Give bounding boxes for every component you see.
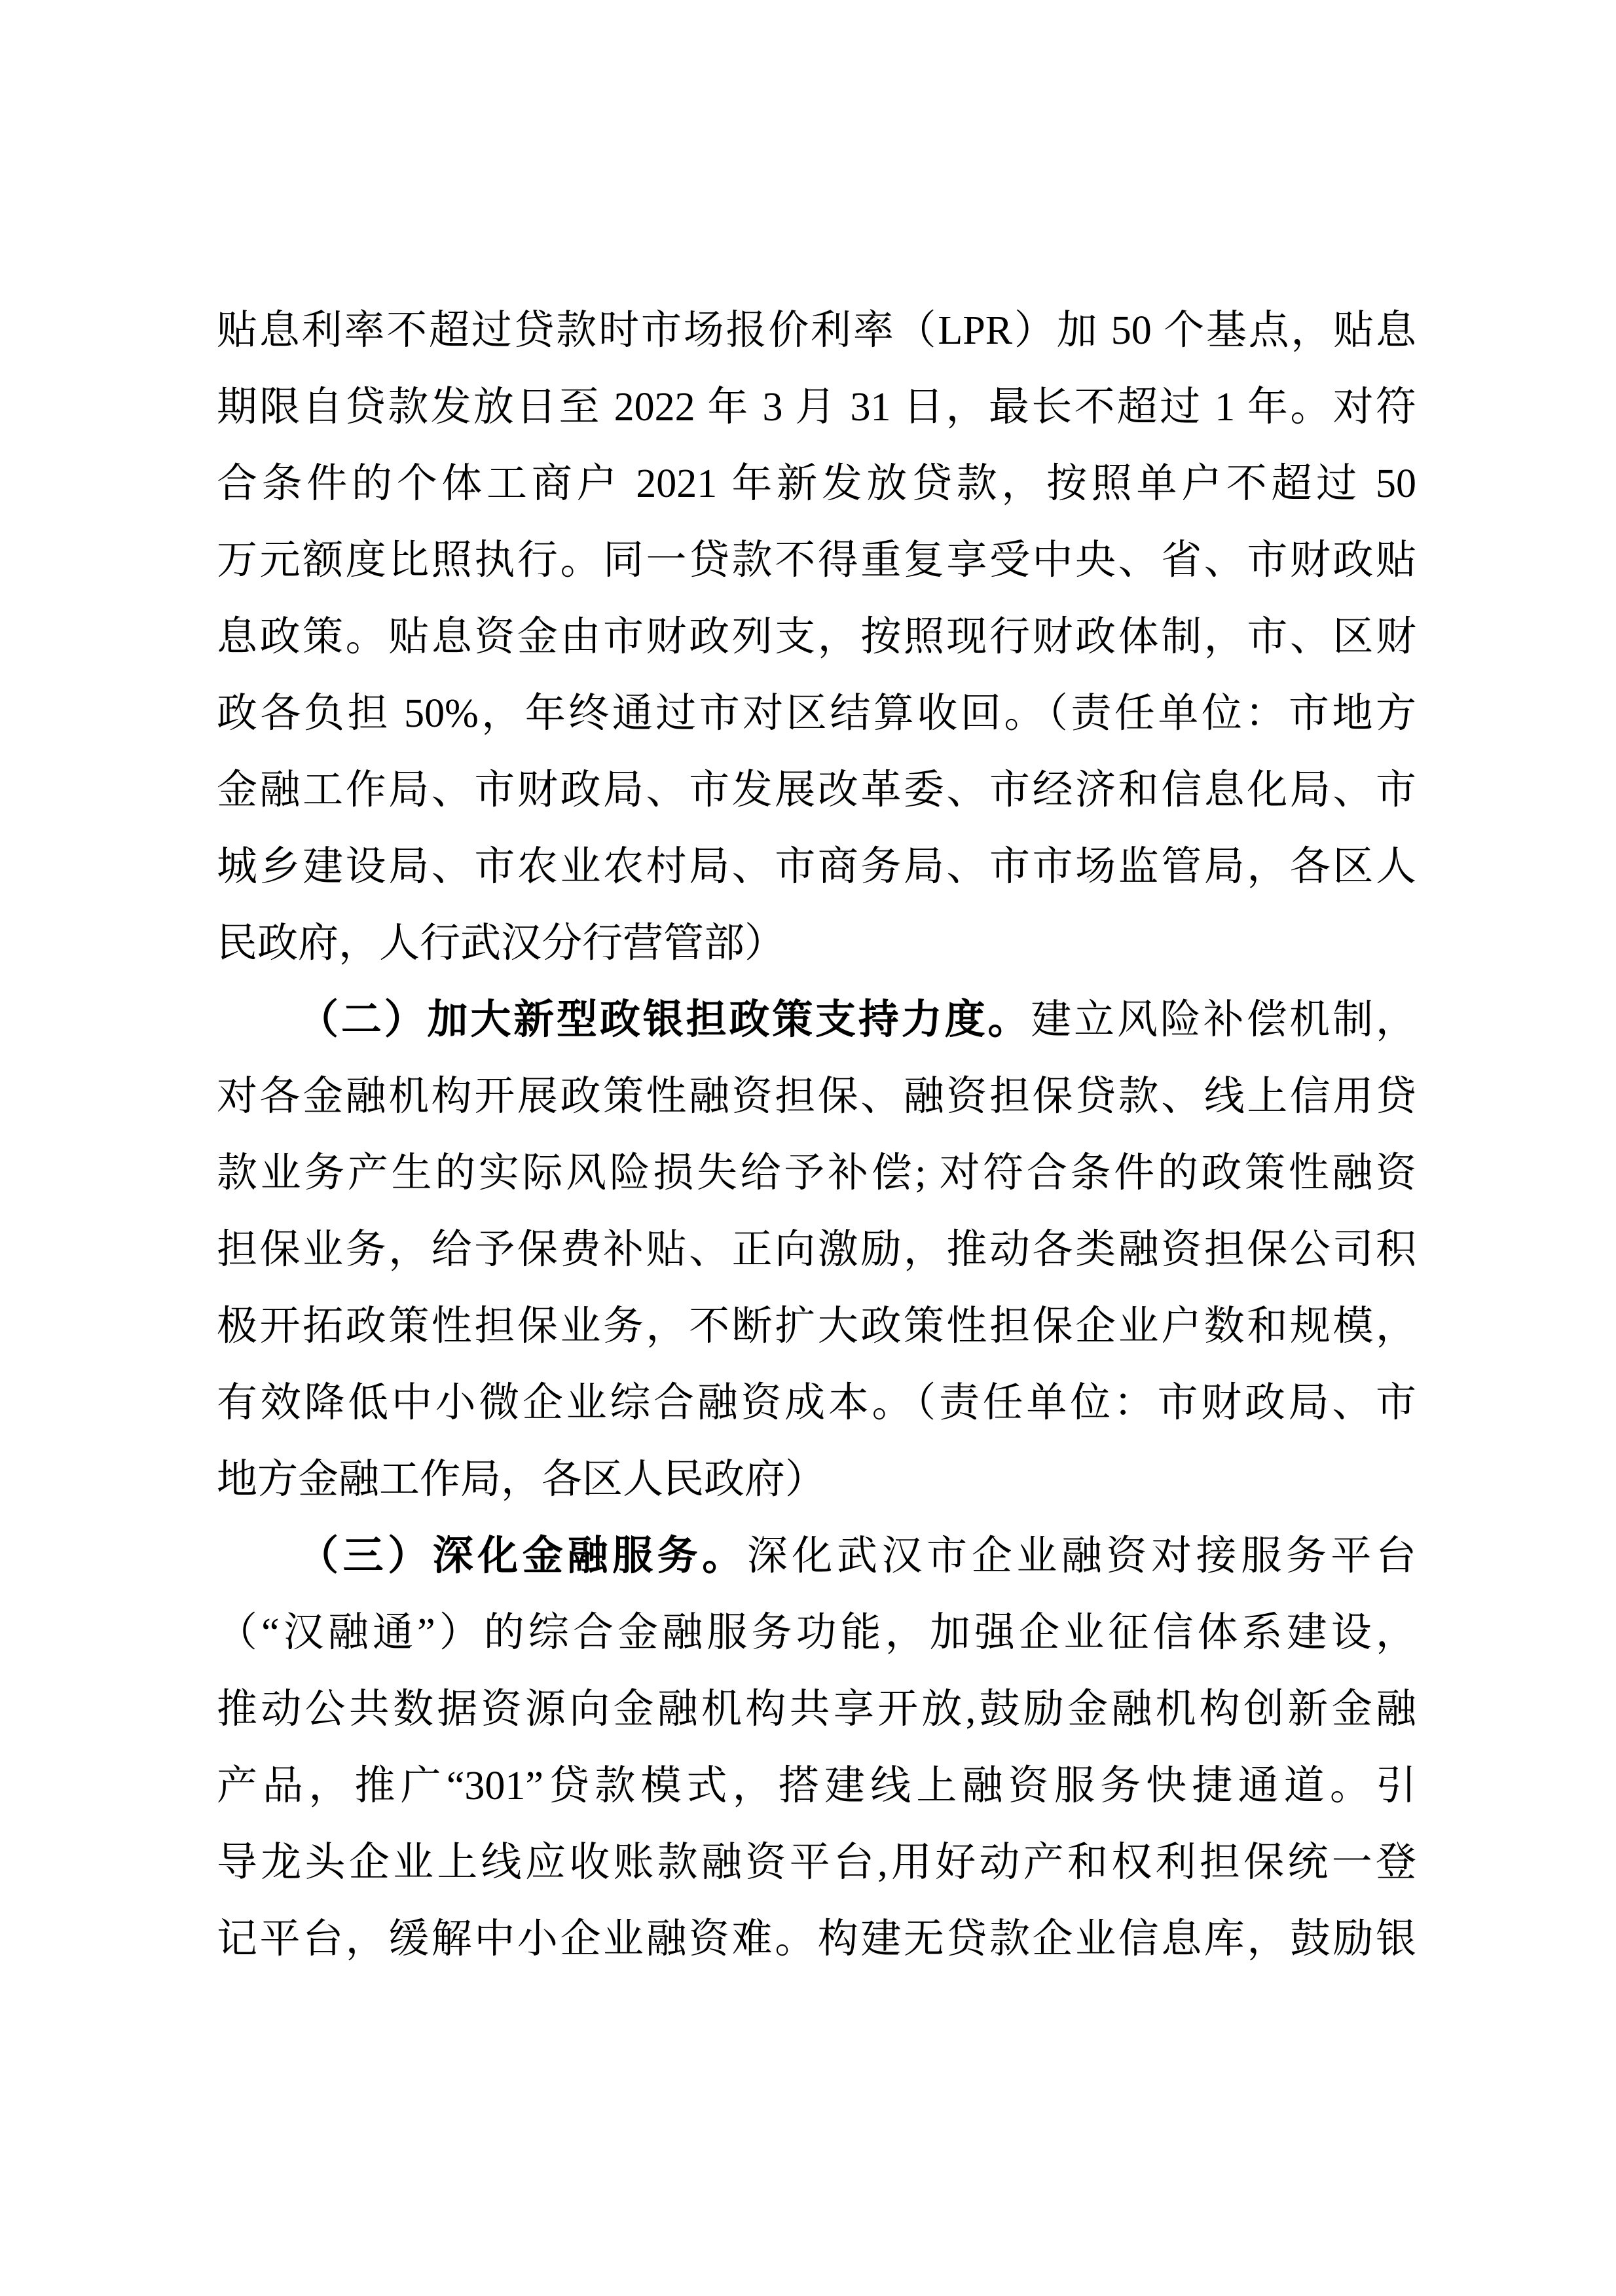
text-line-10 [217, 982, 1416, 1059]
text-run: 建立风险补偿机制， [1031, 998, 1416, 1042]
text-line-19 [217, 1671, 1416, 1748]
text-run: 贴息利率不超过贷款时市场报价利率（LPR）加 50 个基点，贴息 [217, 308, 1416, 353]
text-line-18 [217, 1595, 1416, 1671]
section-heading: （三）深化金融服务。 [298, 1534, 747, 1578]
text-line-8 [217, 829, 1416, 905]
text-line-4 [217, 522, 1416, 599]
text-run: 款业务产生的实际风险损失给予补偿; 对符合条件的政策性融资 [217, 1151, 1416, 1195]
text-line-20 [217, 1748, 1416, 1825]
text-line-9 [217, 905, 1416, 982]
text-line-15 [217, 1365, 1416, 1442]
text-line-3 [217, 446, 1416, 522]
text-line-22 [217, 1901, 1416, 1978]
text-run: 城乡建设局、市农业农村局、市商务局、市市场监管局，各区人 [217, 845, 1416, 889]
text-line-7 [217, 752, 1416, 829]
text-run: 期限自贷款发放日至 2022 年 3 月 31 日，最长不超过 1 年。对符 [217, 385, 1416, 429]
text-run: 推动公共数据资源向金融机构共享开放,鼓励金融机构创新金融 [217, 1687, 1416, 1732]
text-run: 导龙头企业上线应收账款融资平台,用好动产和权利担保统一登 [217, 1840, 1416, 1885]
text-run: （“汉融通”）的综合金融服务功能，加强企业征信体系建设， [217, 1611, 1416, 1655]
text-line-13 [217, 1212, 1416, 1288]
text-line-6 [217, 676, 1416, 752]
text-run: 政各负担 50%，年终通过市对区结算收回。（责任单位：市地方 [217, 691, 1416, 736]
text-run: 有效降低中小微企业综合融资成本。（责任单位：市财政局、市 [217, 1381, 1416, 1425]
text-line-1 [217, 293, 1416, 369]
text-run: 记平台，缓解中小企业融资难。构建无贷款企业信息库，鼓励银 [217, 1917, 1416, 1961]
section-heading: （二）加大新型政银担政策支持力度。 [298, 998, 1031, 1042]
text-line-12 [217, 1135, 1416, 1212]
text-run: 地方金融工作局，各区人民政府） [217, 1457, 826, 1502]
text-run: 担保业务，给予保费补贴、正向激励，推动各类融资担保公司积 [217, 1228, 1416, 1272]
text-run: 合条件的个体工商户 2021 年新发放贷款，按照单户不超过 50 [217, 462, 1416, 506]
text-run: 金融工作局、市财政局、市发展改革委、市经济和信息化局、市 [217, 768, 1416, 812]
text-run: 产品，推广“301”贷款模式，搭建线上融资服务快捷通道。引 [217, 1764, 1416, 1808]
text-run: 深化武汉市企业融资对接服务平台 [746, 1534, 1416, 1578]
text-line-2 [217, 369, 1416, 446]
text-run: 对各金融机构开展政策性融资担保、融资担保贷款、线上信用贷 [217, 1074, 1416, 1119]
text-line-17 [217, 1518, 1416, 1595]
text-run: 民政府，人行武汉分行营管部） [217, 921, 786, 966]
document-text-block [217, 293, 1416, 1978]
text-line-14 [217, 1288, 1416, 1365]
text-line-16 [217, 1442, 1416, 1518]
text-run: 息政策。贴息资金由市财政列支，按照现行财政体制，市、区财 [217, 615, 1416, 659]
text-line-21 [217, 1825, 1416, 1901]
text-run: 万元额度比照执行。同一贷款不得重复享受中央、省、市财政贴 [217, 538, 1416, 583]
text-run: 极开拓政策性担保业务，不断扩大政策性担保企业户数和规模， [217, 1304, 1416, 1349]
text-line-11 [217, 1059, 1416, 1135]
text-line-5 [217, 599, 1416, 676]
